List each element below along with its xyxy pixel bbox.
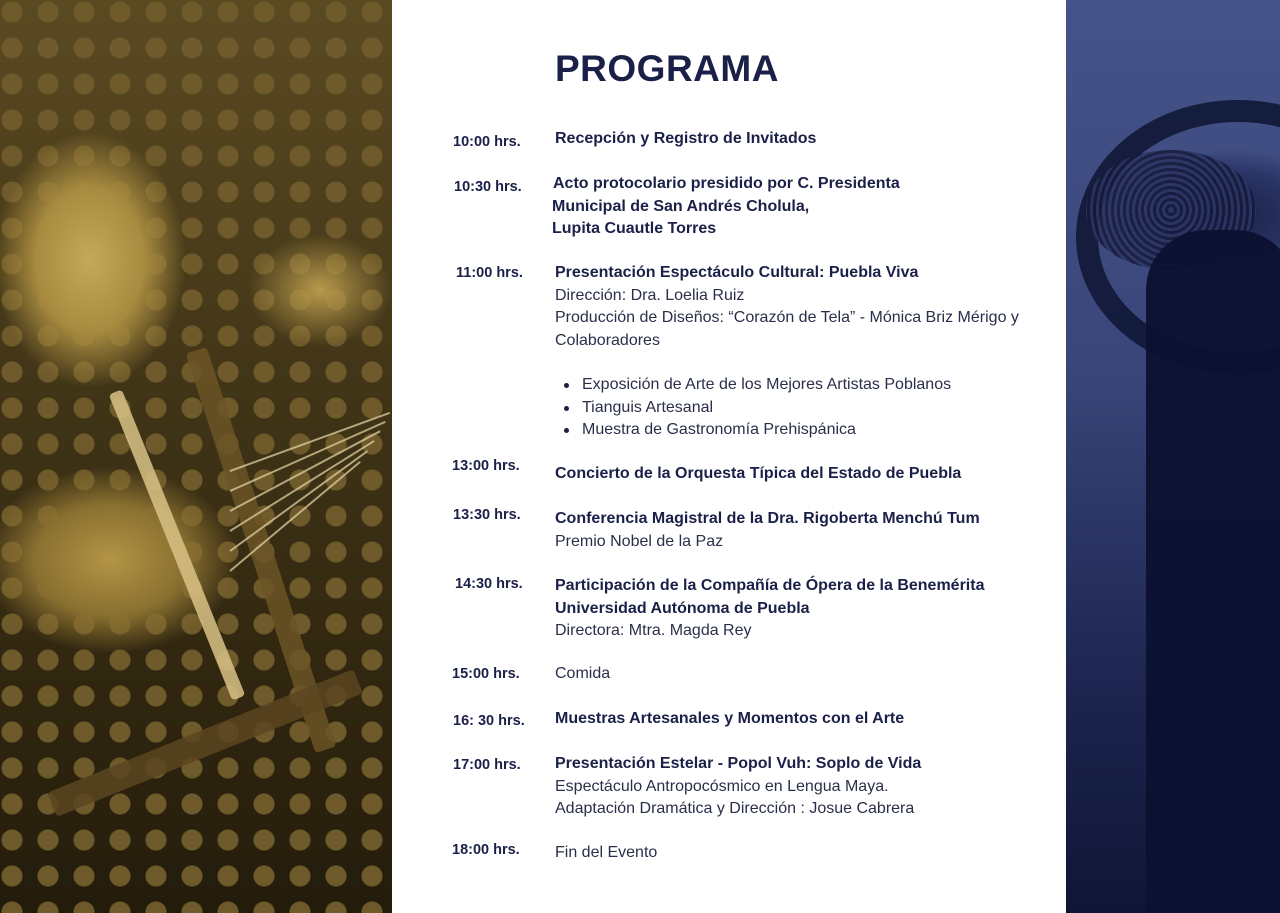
event-time: 11:00 hrs.: [456, 265, 523, 281]
event-time: 17:00 hrs.: [453, 757, 521, 773]
event-title-line: Universidad Autónoma de Puebla: [555, 599, 810, 617]
event-description: [552, 173, 1035, 241]
event-time: 16: 30 hrs.: [453, 713, 525, 729]
event-time: 18:00 hrs.: [452, 842, 520, 858]
event-title-line: Lupita Cuautle Torres: [552, 220, 717, 237]
event-time: 15:00 hrs.: [452, 666, 520, 682]
event-detail-line: Dirección: Dra. Loelia Ruiz: [555, 286, 745, 304]
event-title-line: Muestras Artesanales y Momentos con el Arte: [555, 710, 905, 727]
event-title-line: Municipal de San Andrés Cholula,: [552, 197, 810, 215]
event-description: [555, 128, 1035, 151]
event-detail-line: Fin del Evento: [555, 844, 658, 861]
event-title-line: Conferencia Magistral de la Dra. Rigoberta Menchú Tum: [555, 510, 980, 527]
event-description: [555, 575, 1035, 643]
event-detail-line: Adaptación Dramática y Dirección : Josue Cabrera: [555, 800, 915, 817]
event-description: [555, 842, 1035, 865]
event-description: [555, 708, 1035, 731]
event-description: [555, 262, 1035, 352]
event-detail-line: Espectáculo Antropocósmico en Lengua Maya.: [555, 777, 889, 795]
event-title-line: Participación de la Compañía de Ópera de la Benemérita: [555, 577, 985, 594]
event-time: 10:00 hrs.: [453, 134, 521, 150]
event-time: 10:30 hrs.: [454, 179, 522, 195]
event-detail-line: Premio Nobel de la Paz: [555, 532, 724, 550]
event-description: [555, 663, 1035, 686]
event-title-line: Presentación Espectáculo Cultural: Puebla Viva: [555, 264, 919, 281]
event-description: [555, 508, 1035, 553]
dancer-photo: [1066, 0, 1280, 913]
event-time: 13:30 hrs.: [453, 507, 521, 523]
bullet-item: Tianguis Artesanal: [562, 397, 951, 420]
event-title-line: Presentación Estelar - Popol Vuh: Soplo de Vida: [555, 755, 922, 772]
event-title-line: Concierto de la Orquesta Típica del Estado de Puebla: [555, 465, 962, 482]
bullet-item: Exposición de Arte de los Mejores Artistas Poblanos: [562, 374, 951, 397]
weaver-photo: [0, 0, 392, 913]
event-detail-line: Producción de Diseños: “Corazón de Tela” - Mónica Briz Mérigo y Colaboradores: [555, 309, 1019, 349]
program-title: PROGRAMA: [555, 48, 779, 89]
event-description: [555, 463, 1035, 486]
event-detail-line: Directora: Mtra. Magda Rey: [555, 622, 752, 639]
event-time: 13:00 hrs.: [452, 458, 520, 474]
bullet-item: Muestra de Gastronomía Prehispánica: [562, 419, 951, 442]
event-title-line: Recepción y Registro de Invitados: [555, 130, 817, 147]
event-description: [555, 753, 1035, 821]
event-time: 14:30 hrs.: [455, 576, 523, 592]
event-detail-line: Comida: [555, 665, 611, 682]
activities-bullet-list: [562, 374, 951, 442]
event-title-line: Acto protocolario presidido por C. Presidenta: [553, 175, 900, 192]
